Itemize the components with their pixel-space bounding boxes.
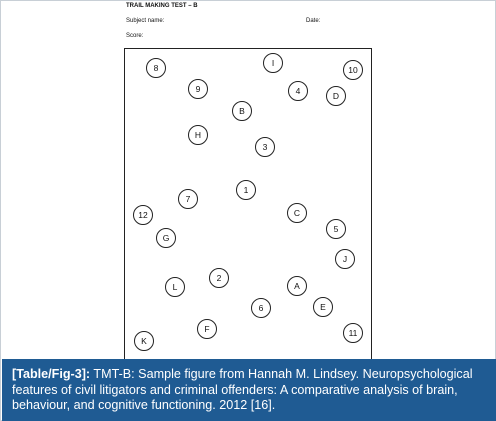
figure-caption <box>2 359 496 421</box>
circle-node-11: 11 <box>343 323 363 343</box>
circle-node-I: I <box>263 53 283 73</box>
score-label: Score: <box>126 33 144 39</box>
circle-node-6: 6 <box>251 298 271 318</box>
circle-node-12: 12 <box>133 205 153 225</box>
circle-node-J: J <box>335 249 355 269</box>
circle-node-4: 4 <box>288 81 308 101</box>
circle-node-10: 10 <box>343 60 363 80</box>
circle-node-7: 7 <box>178 189 198 209</box>
sheet-title: TRAIL MAKING TEST – B <box>126 3 198 9</box>
circle-node-1: 1 <box>236 180 256 200</box>
circle-node-C: C <box>287 203 307 223</box>
circle-node-A: A <box>287 276 307 296</box>
circle-node-3: 3 <box>255 137 275 157</box>
circle-node-8: 8 <box>146 58 166 78</box>
circle-node-B: B <box>232 101 252 121</box>
circle-node-K: K <box>134 331 154 351</box>
circle-node-G: G <box>156 228 176 248</box>
circle-node-E: E <box>313 297 333 317</box>
circle-node-D: D <box>326 86 346 106</box>
caption-text: TMT-B: Sample figure from Hannah M. Lindsey. Neuropsychological features of civil litigators and criminal offenders: A comparative analysis of brain, behaviour, and cognitive functioning. 2012 [16]. <box>12 367 473 412</box>
circle-node-F: F <box>197 319 217 339</box>
test-sheet <box>1 1 496 359</box>
subject-name-label: Subject name: <box>126 18 165 24</box>
circle-node-H: H <box>188 125 208 145</box>
circle-node-2: 2 <box>209 268 229 288</box>
circle-node-5: 5 <box>326 219 346 239</box>
date-label: Date: <box>306 18 321 24</box>
circle-node-L: L <box>165 277 185 297</box>
caption-label: [Table/Fig-3]: <box>12 367 91 381</box>
circle-node-9: 9 <box>188 79 208 99</box>
